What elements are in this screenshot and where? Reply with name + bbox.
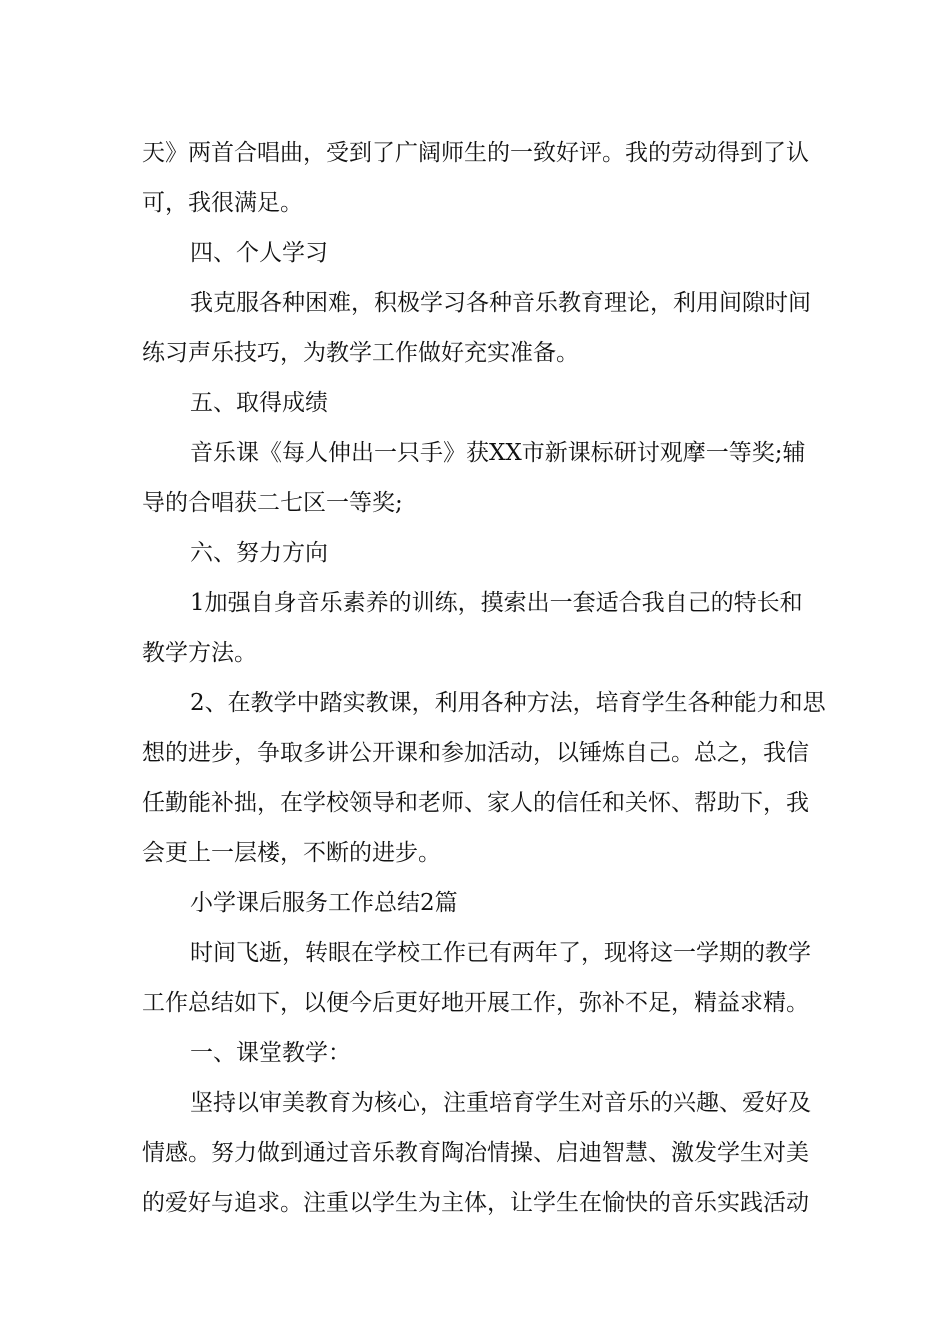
text-line: 时间飞逝，转眼在学校工作已有两年了，现将这一学期的教学: [190, 940, 811, 966]
section-heading: 六、努力方向: [190, 540, 328, 566]
text-line: 1加强自身音乐素养的训练，摸索出一套适合我自己的特长和: [190, 590, 803, 616]
text-line: 的爱好与追求。注重以学生为主体，让学生在愉快的音乐实践活动: [142, 1190, 809, 1216]
text-line: 想的进步，争取多讲公开课和参加活动，以锤炼自己。总之，我信: [142, 740, 809, 766]
text-line: 坚持以审美教育为核心，注重培育学生对音乐的兴趣、爱好及: [190, 1090, 811, 1116]
text-line: 导的合唱获二七区一等奖;: [142, 490, 403, 516]
text-line: 会更上一层楼，不断的进步。: [142, 840, 441, 866]
text-line: 工作总结如下，以便今后更好地开展工作，弥补不足，精益求精。: [142, 990, 809, 1016]
text-line: 情感。努力做到通过音乐教育陶冶情操、启迪智慧、激发学生对美: [142, 1140, 809, 1166]
section-heading: 四、个人学习: [190, 240, 328, 266]
text-line: 天》两首合唱曲，受到了广阔师生的一致好评。我的劳动得到了认: [142, 140, 809, 166]
text-line: 任勤能补拙，在学校领导和老师、家人的信任和关怀、帮助下，我: [142, 790, 809, 816]
section-heading: 一、课堂教学：: [190, 1040, 351, 1066]
document-body: [142, 128, 826, 1228]
text-line: 练习声乐技巧，为教学工作做好充实准备。: [142, 340, 579, 366]
document-subtitle: 小学课后服务工作总结2篇: [190, 890, 458, 916]
text-line: 音乐课《每人伸出一只手》获XX市新课标研讨观摩一等奖;辅: [190, 440, 806, 466]
text-line: 教学方法。: [142, 640, 257, 666]
text-line: 2、在教学中踏实教课，利用各种方法，培育学生各种能力和思: [190, 690, 826, 716]
section-heading: 五、取得成绩: [190, 390, 328, 416]
text-line: 可，我很满足。: [142, 190, 303, 216]
text-line: 我克服各种困难，积极学习各种音乐教育理论，利用间隙时间: [190, 290, 811, 316]
